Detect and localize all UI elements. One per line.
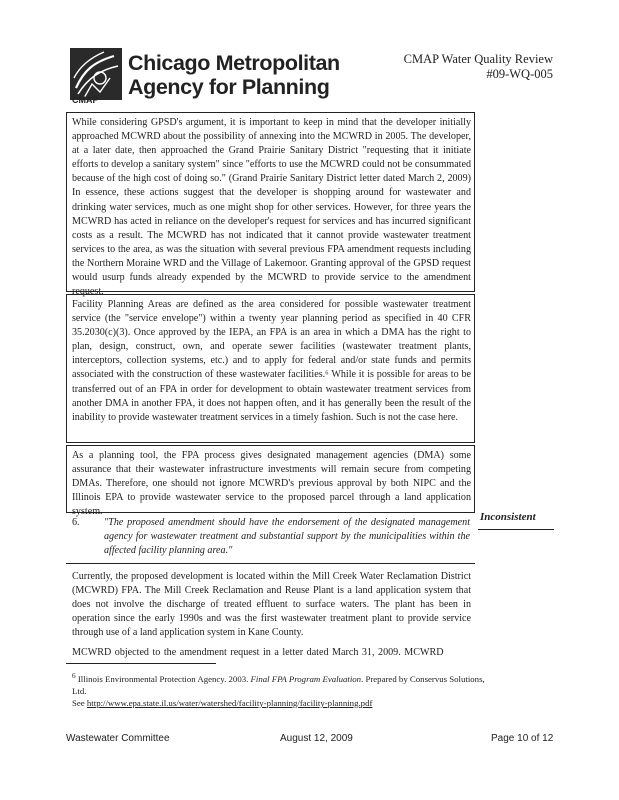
footnote-source: Illinois Environmental Protection Agency. 2003.: [75, 673, 251, 684]
org-name-line-2: Agency for Planning: [128, 75, 330, 99]
review-title: CMAP Water Quality Review: [403, 52, 553, 66]
footnote: [72, 670, 492, 709]
paragraph-mcwrd-objection: MCWRD objected to the amendment request in a letter dated March 31, 2009. MCWRD: [72, 647, 444, 658]
criterion-text: "The proposed amendment should have the endorsement of the designated management agency for wastewater treatment and substantial support by the municipalities within the affected facility planning area.": [104, 517, 470, 556]
footnote-see: See: [72, 697, 87, 708]
org-name-line-1: Chicago Metropolitan: [128, 51, 340, 75]
footnote-publisher: . Prepared by Conservus Solutions, Ltd.: [72, 673, 485, 696]
footnote-divider: [66, 663, 216, 664]
logo-abbreviation: CMAP: [72, 95, 99, 105]
criterion-quote: [72, 516, 471, 560]
cmap-logo-icon: [70, 48, 122, 100]
section-divider: [66, 563, 475, 564]
footer-committee: Wastewater Committee: [66, 733, 170, 744]
paragraph-planning-tool: As a planning tool, the FPA process gives designated management agencies (DMA) some assurance that their wastewater infrastructure investments will remain secure from competing DMAs. Therefore, one should not ignore MCWRD's previous approval by both NIPC and the Illinois EPA to provide wastewater service to the proposed parcel through a land application system.: [72, 450, 471, 518]
footnote-link[interactable]: http://www.epa.state.il.us/water/watershed/facility-planning/facility-planning.pdf: [86, 697, 373, 708]
footer-date: August 12, 2009: [280, 733, 353, 744]
footnote-number: 6: [72, 671, 76, 680]
paragraph-gpsd-argument: While considering GPSD's argument, it is important to keep in mind that the developer initially approached MCWRD about the possibility of annexing into the MCWRD in 2005. The developer, at a later date, then approached the Grand Prairie Sanitary District "requesting that it initiate efforts to develop a sanitary system" since "efforts to use the MCWRD could not be consummated because of the high cost of doing so." (Grand Prairie Sanitary District letter dated March 2, 2009) In essence, these actions suggest that the developer is shopping around for wastewater and drinking water services, much as one might shop for other services. However, for three years the MCWRD has acted in reliance on the developer's request for services and has incurred significant costs as a result. The MCWRD has not indicated that it cannot provide wastewater treatment services to the area, as was the situation with several previous FPA amendment requests including the Northern Moraine WRD and the Village of Lakemoor. Granting approval of the GPSD request would usurp funds already expended by the MCWRD to provide service to the amendment request.: [72, 117, 471, 298]
organization-name: [128, 51, 340, 99]
criterion-number: 6.: [72, 517, 80, 528]
consistency-label: Inconsistent: [480, 511, 536, 523]
paragraph-facility-planning-areas: Facility Planning Areas are defined as the area considered for possible wastewater treatment service (the "service envelope") within a twenty year planning period as specified in 40 CFR 35.2030(c)(3). Once approved by the IEPA, an FPA is an area in which a DMA has the right to plan, design, construct, own, and operate sewer facilities (wastewater treatment plants, interceptors, collection systems, etc.) and to apply for federal and/or state funds and permits associated with the construction of these wastewater facilities.⁶ While it is possible for areas to be transferred out of an FPA in order for development to obtain wastewater treatment services from another DMA in another FPA, it does not happen often, and it has generally been the result of the inability to provide wastewater treatment services in a timely fashion. Such is not the case here.: [72, 299, 471, 423]
footer-page-number: Page 10 of 12: [491, 733, 554, 744]
review-id: #09-WQ-005: [486, 67, 553, 81]
label-underline: [478, 529, 554, 530]
review-header: [404, 52, 553, 82]
footnote-title: Final FPA Program Evaluation: [250, 673, 362, 684]
paragraph-current-location: Currently, the proposed development is located within the Mill Creek Water Reclamation District (MCWRD) FPA. The Mill Creek Reclamation and Reuse Plant is a land application system that does not involve the discharge of treated effluent to surface waters. The plant has been in operation since the early 1990s and was the first wastewater treatment plant to provide service through use of a land application system in Kane County.: [72, 571, 471, 639]
